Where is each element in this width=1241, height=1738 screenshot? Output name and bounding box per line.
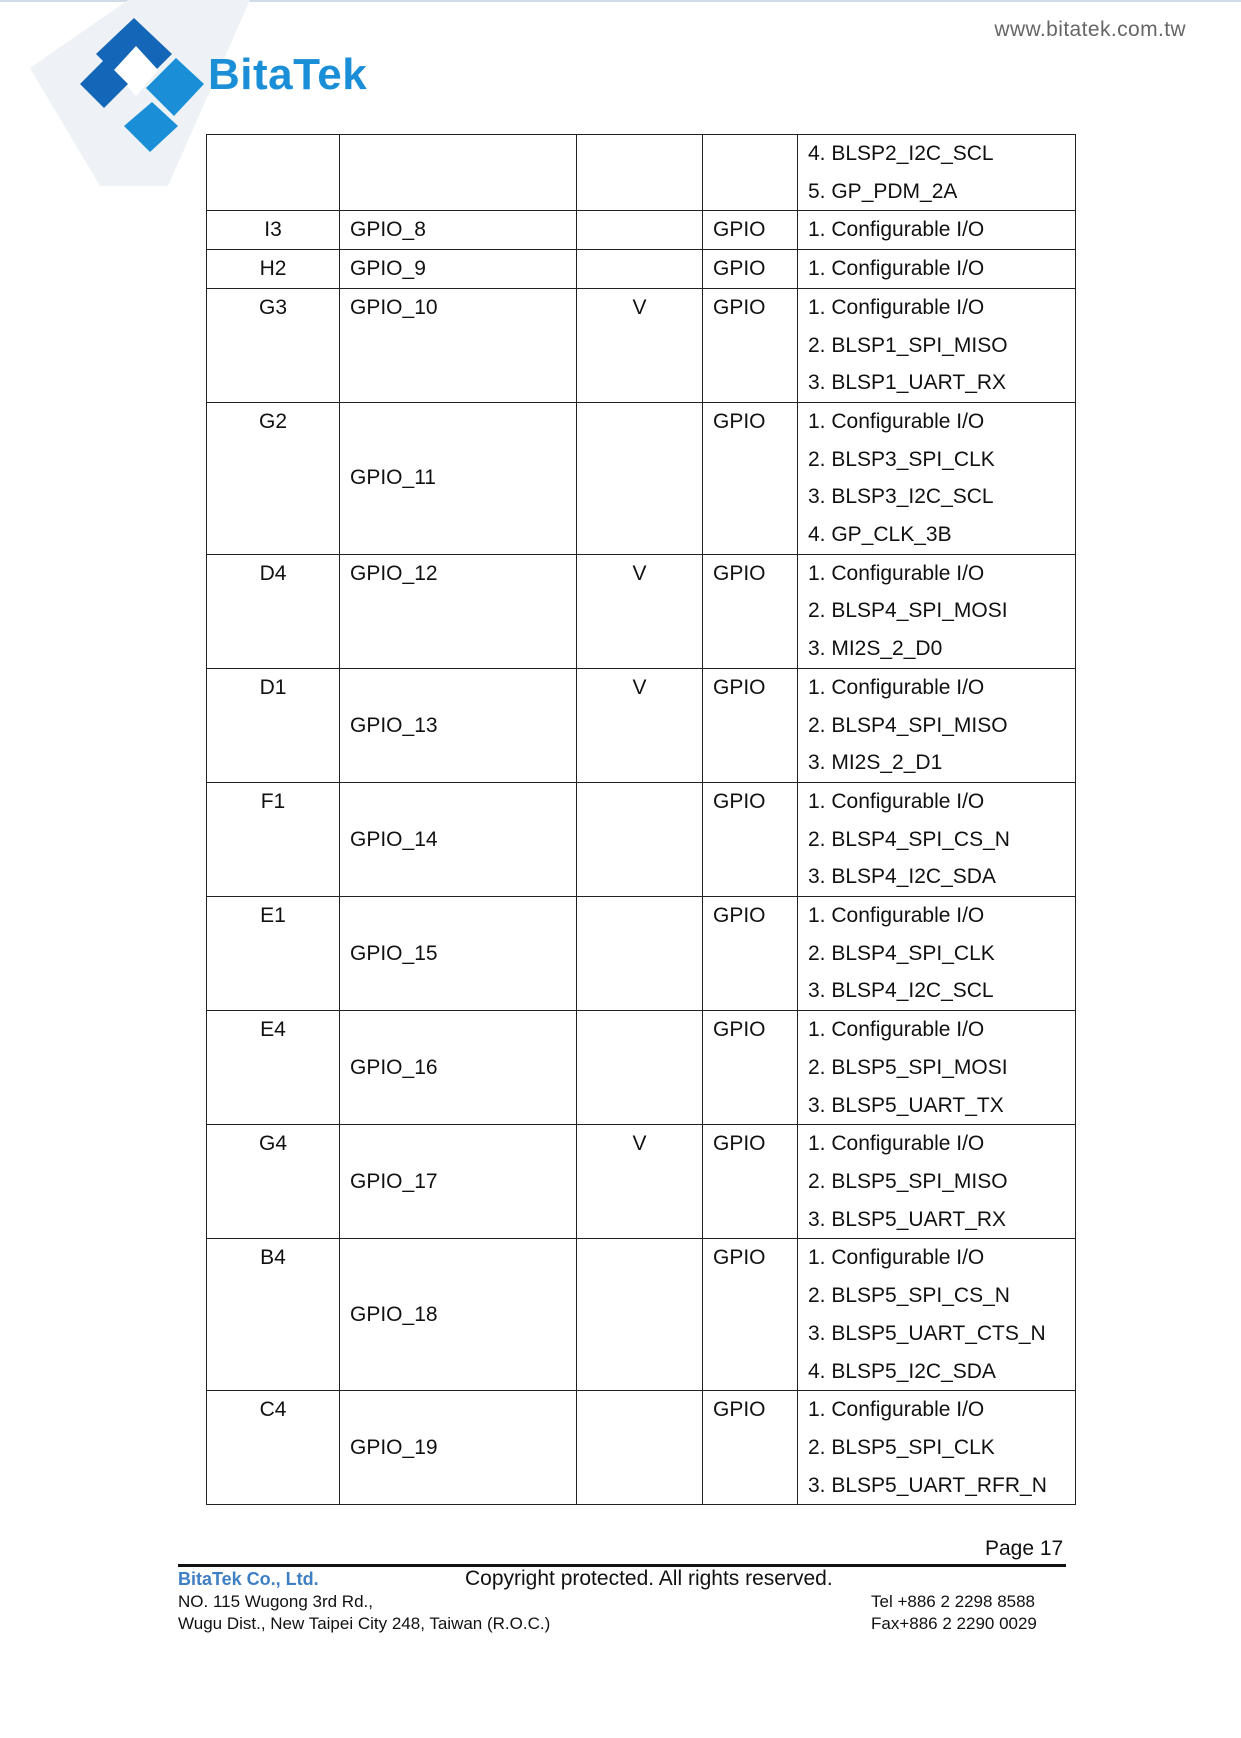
footer-tel: Tel +886 2 2298 8588 (871, 1592, 1036, 1611)
pin-name-cell (340, 1239, 577, 1391)
voltage-cell (577, 1391, 703, 1505)
function-item: 1. Configurable I/O (808, 1246, 985, 1270)
table-row (207, 402, 1076, 554)
pin-name: GPIO_9 (350, 257, 426, 281)
ball-cell: H2 (207, 250, 340, 289)
function-item: 2. BLSP1_SPI_MISO (808, 333, 1008, 357)
function-item: 4. BLSP5_I2C_SDA (808, 1359, 996, 1383)
footer-company: BitaTek Co., Ltd. (178, 1569, 319, 1589)
function-item: 2. BLSP3_SPI_CLK (808, 447, 995, 471)
function-item: 3. BLSP3_I2C_SCL (808, 485, 994, 509)
function-item: 1. Configurable I/O (808, 904, 985, 928)
pin-name: GPIO_17 (350, 1169, 438, 1193)
logo-wordmark: BitaTek (208, 50, 368, 99)
pin-table-body (207, 135, 1076, 1505)
functions-cell (798, 211, 1076, 250)
pin-name: GPIO_14 (350, 827, 438, 851)
voltage-cell: V (577, 288, 703, 402)
function-item: 5. GP_PDM_2A (808, 179, 958, 203)
voltage-cell (577, 1239, 703, 1391)
table-row (207, 1239, 1076, 1391)
function-item: 3. BLSP4_I2C_SCL (808, 979, 994, 1003)
function-item: 1. Configurable I/O (808, 1018, 985, 1042)
function-item: 4. BLSP2_I2C_SCL (808, 142, 994, 165)
pin-name-cell (340, 897, 577, 1011)
function-item: 2. BLSP4_SPI_CS_N (808, 827, 1010, 851)
ball-cell: B4 (207, 1239, 340, 1391)
type-cell: GPIO (703, 1125, 798, 1239)
function-item: 3. BLSP5_UART_TX (808, 1093, 1004, 1117)
pin-name: GPIO_18 (350, 1302, 438, 1326)
function-item: 2. BLSP4_SPI_CLK (808, 941, 995, 965)
function-item: 3. BLSP5_UART_RFR_N (808, 1473, 1047, 1497)
pin-name: GPIO_11 (350, 466, 436, 490)
voltage-cell (577, 135, 703, 211)
voltage-cell: V (577, 554, 703, 668)
function-item: 1. Configurable I/O (808, 1132, 985, 1156)
pin-name-cell (340, 1125, 577, 1239)
pin-name: GPIO_12 (350, 561, 438, 585)
ball-cell: G4 (207, 1125, 340, 1239)
function-item: 2. BLSP5_SPI_CS_N (808, 1284, 1010, 1308)
pin-name-cell (340, 1011, 577, 1125)
page-number: Page 17 (985, 1537, 1064, 1560)
function-item: 2. BLSP4_SPI_MISO (808, 713, 1008, 737)
function-item: 4. GP_CLK_3B (808, 523, 952, 547)
function-item: 3. MI2S_2_D0 (808, 637, 943, 661)
pin-name: GPIO_8 (350, 218, 426, 242)
function-item: 1. Configurable I/O (808, 295, 985, 319)
functions-cell (798, 554, 1076, 668)
functions-cell (798, 288, 1076, 402)
pin-table (206, 134, 1076, 1505)
functions-cell (798, 782, 1076, 896)
pin-name-cell (340, 250, 577, 289)
ball-cell: C4 (207, 1391, 340, 1505)
functions-cell (798, 897, 1076, 1011)
functions-cell (798, 1011, 1076, 1125)
type-cell: GPIO (703, 211, 798, 250)
voltage-cell (577, 1011, 703, 1125)
function-item: 2. BLSP5_SPI_MISO (808, 1169, 1008, 1193)
voltage-cell (577, 897, 703, 1011)
table-row (207, 135, 1076, 211)
type-cell: GPIO (703, 554, 798, 668)
ball-cell: E1 (207, 897, 340, 1011)
function-item: 1. Configurable I/O (808, 1398, 985, 1422)
functions-cell (798, 1125, 1076, 1239)
table-row (207, 897, 1076, 1011)
function-item: 3. BLSP5_UART_RX (808, 1207, 1007, 1231)
function-item: 3. MI2S_2_D1 (808, 751, 943, 775)
type-cell: GPIO (703, 402, 798, 554)
functions-cell (798, 250, 1076, 289)
ball-cell: G2 (207, 402, 340, 554)
function-item: 1. Configurable I/O (808, 561, 985, 585)
type-cell (703, 135, 798, 211)
pin-name: GPIO_13 (350, 713, 438, 737)
functions-cell (798, 402, 1076, 554)
function-item: 3. BLSP5_UART_CTS_N (808, 1321, 1046, 1345)
functions-cell (798, 135, 1076, 211)
ball-cell: F1 (207, 782, 340, 896)
type-cell: GPIO (703, 250, 798, 289)
ball-cell: I3 (207, 211, 340, 250)
functions-cell (798, 1391, 1076, 1505)
type-cell: GPIO (703, 782, 798, 896)
pin-name-cell (340, 782, 577, 896)
voltage-cell: V (577, 668, 703, 782)
pin-name: GPIO_16 (350, 1055, 438, 1079)
ball-cell: D1 (207, 668, 340, 782)
type-cell: GPIO (703, 288, 798, 402)
footer-fax: Fax+886 2 2290 0029 (871, 1614, 1037, 1633)
pin-name: GPIO_15 (350, 941, 438, 965)
ball-cell: D4 (207, 554, 340, 668)
voltage-cell: V (577, 1125, 703, 1239)
pin-name-cell (340, 211, 577, 250)
pin-name-cell (340, 668, 577, 782)
pin-name: GPIO_19 (350, 1435, 438, 1459)
function-item: 1. Configurable I/O (808, 218, 985, 242)
type-cell: GPIO (703, 668, 798, 782)
function-item: 3. BLSP1_UART_RX (808, 371, 1007, 395)
pin-name-cell (340, 554, 577, 668)
ball-cell (207, 135, 340, 211)
table-row (207, 1125, 1076, 1239)
function-item: 1. Configurable I/O (808, 789, 985, 813)
function-item: 2. BLSP5_SPI_CLK (808, 1435, 995, 1459)
pin-name-cell (340, 402, 577, 554)
type-cell: GPIO (703, 897, 798, 1011)
table-row (207, 250, 1076, 289)
table-row (207, 288, 1076, 402)
voltage-cell (577, 211, 703, 250)
table-row (207, 1011, 1076, 1125)
function-item: 1. Configurable I/O (808, 257, 985, 281)
table-row (207, 1391, 1076, 1505)
pin-name-cell (340, 288, 577, 402)
ball-cell: E4 (207, 1011, 340, 1125)
function-item: 3. BLSP4_I2C_SDA (808, 865, 996, 889)
type-cell: GPIO (703, 1011, 798, 1125)
type-cell: GPIO (703, 1239, 798, 1391)
ball-cell: G3 (207, 288, 340, 402)
footer-address-line1: NO. 115 Wugong 3rd Rd., (178, 1592, 373, 1611)
footer-copyright: Copyright protected. All rights reserved. (465, 1567, 833, 1590)
footer-address-line2: Wugu Dist., New Taipei City 248, Taiwan (R.O.C.) (178, 1614, 551, 1633)
pin-name: GPIO_10 (350, 295, 438, 319)
functions-cell (798, 1239, 1076, 1391)
voltage-cell (577, 402, 703, 554)
function-item: 2. BLSP5_SPI_MOSI (808, 1055, 1008, 1079)
function-item: 1. Configurable I/O (808, 675, 985, 699)
voltage-cell (577, 782, 703, 896)
function-item: 2. BLSP4_SPI_MOSI (808, 599, 1008, 623)
type-cell: GPIO (703, 1391, 798, 1505)
pin-name-cell (340, 135, 577, 211)
functions-cell (798, 668, 1076, 782)
table-row (207, 211, 1076, 250)
table-row (207, 782, 1076, 896)
table-row (207, 554, 1076, 668)
table-row (207, 668, 1076, 782)
website-url[interactable]: www.bitatek.com.tw (994, 18, 1186, 41)
voltage-cell (577, 250, 703, 289)
function-item: 1. Configurable I/O (808, 409, 985, 433)
pin-name-cell (340, 1391, 577, 1505)
